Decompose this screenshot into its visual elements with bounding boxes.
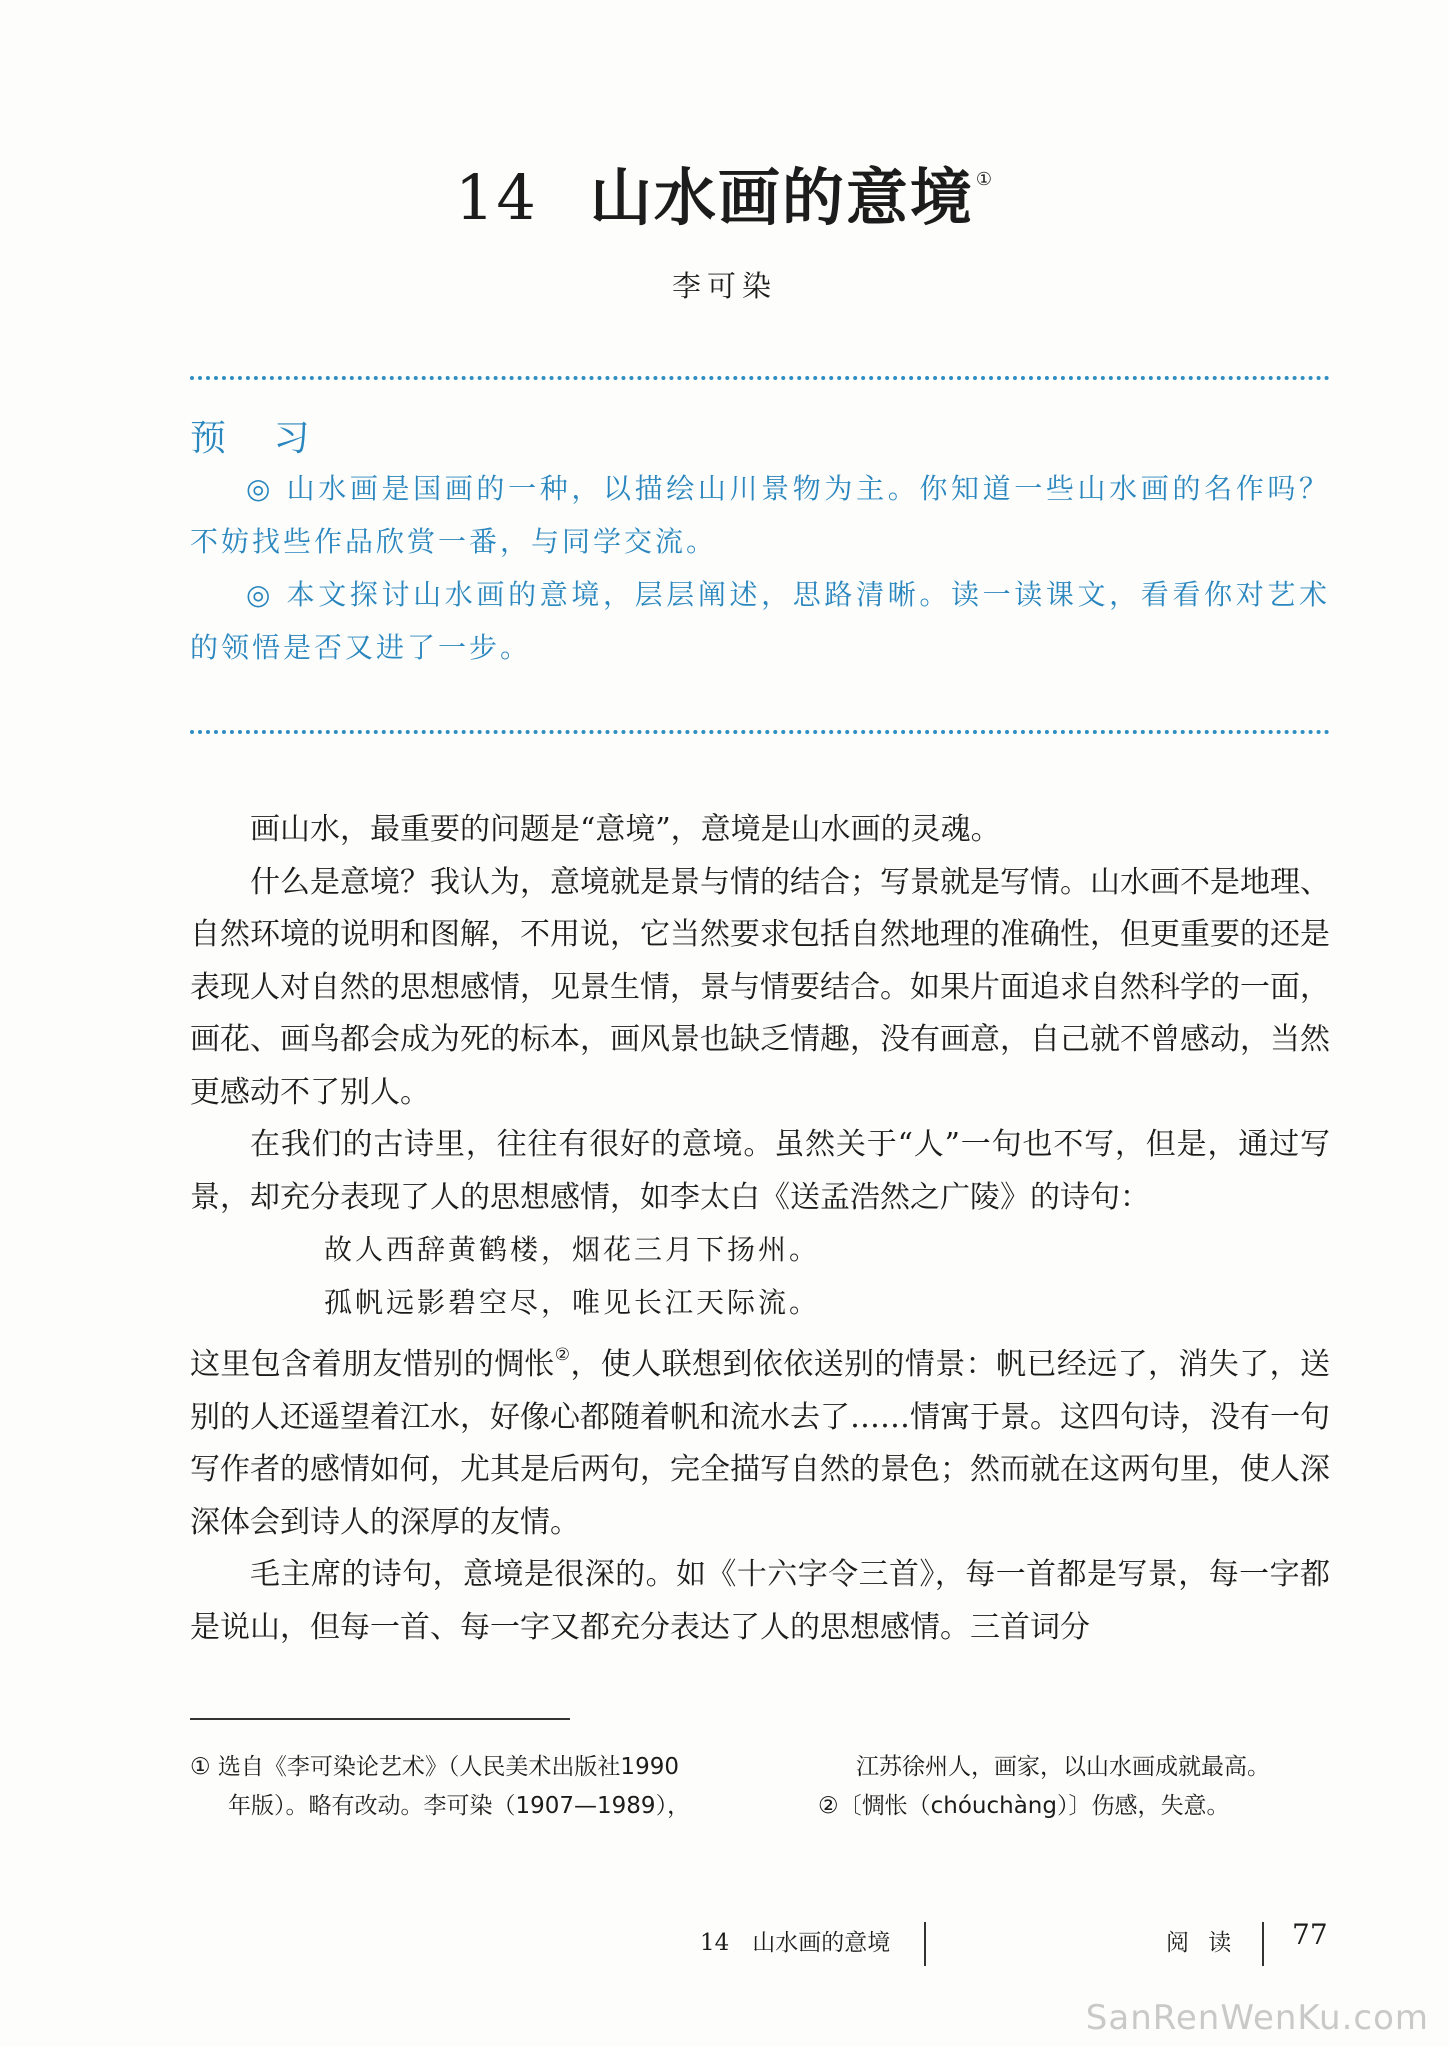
preview-top-divider bbox=[190, 376, 1330, 380]
paragraph-text: 这里包含着朋友惜别的惆怅 bbox=[190, 1347, 555, 1382]
preview-item: ◎ 本文探讨山水画的意境，层层阐述，思路清晰。读一读课文，看看你对艺术的领悟是否又进了一步。 bbox=[190, 578, 1330, 664]
preview-bottom-divider bbox=[190, 730, 1330, 734]
section-label: 阅 读 bbox=[1166, 1930, 1238, 1956]
paragraph: 在我们的古诗里，往往有很好的意境。虽然关于“人”一句也不写，但是，通过写景，却充分表现了人的思想感情，如李太白《送孟浩然之广陵》的诗句： bbox=[190, 1127, 1330, 1215]
main-text bbox=[190, 804, 1330, 1654]
title-footnote-marker: ① bbox=[975, 169, 995, 190]
running-title: 14 山水画的意境 bbox=[700, 1930, 891, 1956]
footnote-rule bbox=[190, 1718, 570, 1720]
footer-separator bbox=[1262, 1922, 1264, 1966]
footer-separator bbox=[924, 1922, 926, 1966]
footnote-marker: ② bbox=[554, 1345, 571, 1365]
poem-line: 故人西辞黄鹤楼，烟花三月下扬州。 bbox=[324, 1233, 821, 1266]
poem-line: 孤帆远影碧空尽，唯见长江天际流。 bbox=[324, 1285, 821, 1319]
paragraph bbox=[190, 1329, 1330, 1549]
paragraph: 画山水，最重要的问题是“意境”，意境是山水画的灵魂。 bbox=[250, 812, 1001, 847]
lesson-number: 14 bbox=[454, 161, 538, 234]
page-number: 77 bbox=[1292, 1918, 1328, 1951]
paragraph-text: ，使人联想到依依送别的情景：帆已经远了，消失了，送别的人还遥望着江水，好像心都随着帆和流水去了……情寓于景。这四句诗，没有一句写作者的感情如何，尤其是后两句，完全描写自然的景色；然而就在这两句里，使人深深体会到诗人的深厚的友情。 bbox=[190, 1347, 1331, 1540]
preview-item: ◎ 山水画是国画的一种，以描绘山川景物为主。你知道一些山水画的名作吗？不妨找些作品欣赏一番，与同学交流。 bbox=[190, 472, 1330, 558]
footnote-line: 年版）。略有改动。李可染（1907—1989）， bbox=[228, 1793, 691, 1819]
preview-box bbox=[190, 462, 1330, 674]
footnote-line: ②〔惆怅（chóuchàng）〕伤感，失意。 bbox=[818, 1793, 1230, 1819]
lesson-title-text: 山水画的意境 bbox=[589, 161, 974, 234]
footnotes-left bbox=[190, 1748, 750, 1826]
footnotes-right bbox=[818, 1748, 1338, 1826]
paragraph: 什么是意境？我认为，意境就是景与情的结合；写景就是写情。山水画不是地理、自然环境的说明和图解，不用说，它当然要求包括自然地理的准确性，但更重要的还是表现人对自然的思想感情，见景生情，景与情要结合。如果片面追求自然科学的一面，画花、画鸟都会成为死的标本，画风景也缺乏情趣，没有画意，自己就不曾感动，当然更感动不了别人。 bbox=[190, 864, 1330, 1110]
author-name: 李可染 bbox=[671, 269, 777, 303]
preview-heading: 预 习 bbox=[190, 418, 328, 459]
footnote-line: ① 选自《李可染论艺术》（人民美术出版社1990 bbox=[190, 1754, 679, 1780]
footnote-line: 江苏徐州人，画家，以山水画成就最高。 bbox=[856, 1754, 1270, 1780]
watermark: SanRenWenKu.com bbox=[1085, 1998, 1429, 2038]
paragraph: 毛主席的诗句，意境是很深的。如《十六字令三首》，每一首都是写景，每一字都是说山，但每一首、每一字又都充分表达了人的思想感情。三首词分 bbox=[190, 1557, 1330, 1645]
lesson-title bbox=[0, 148, 1449, 237]
